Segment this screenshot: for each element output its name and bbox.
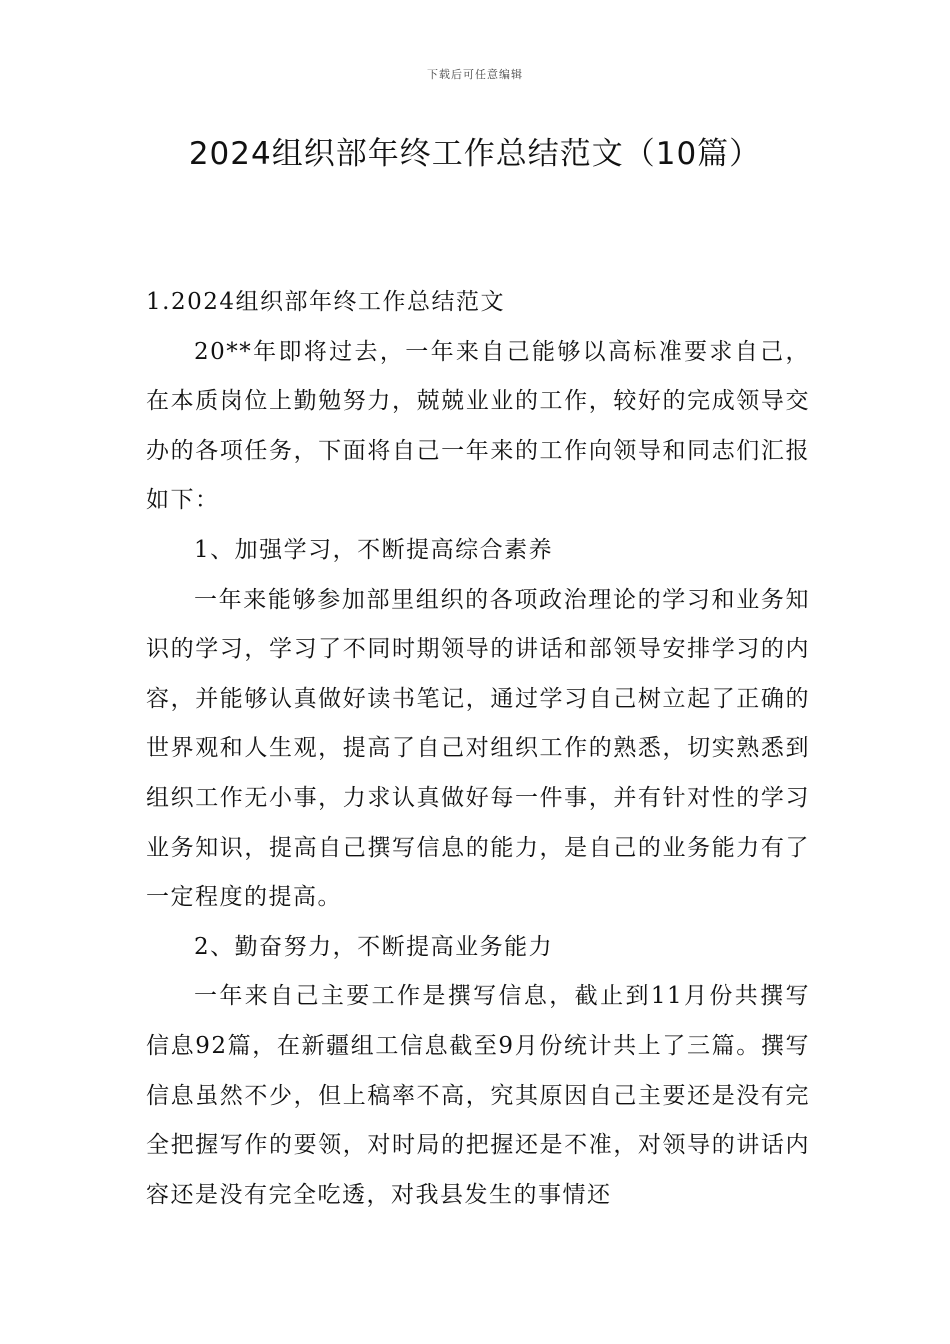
header-note: 下载后可任意编辑	[427, 68, 523, 81]
paragraph-work: 一年来自己主要工作是撰写信息，截止到11月份共撰写信息92篇，在新疆组工信息截至9月份统计共上了三篇。撰写信息虽然不少，但上稿率不高，究其原因自己主要还是没有完全把握写作的要领，对时局的把握还是不准，对领导的讲话内容还是没有完全吃透，对我县发生的事情还	[146, 983, 810, 1208]
subheading-study: 1、加强学习，不断提高综合素养	[194, 536, 554, 563]
section-title: 1.2024组织部年终工作总结范文	[146, 289, 505, 315]
paragraph-intro: 20**年即将过去，一年来自己能够以高标准要求自己，在本质岗位上勤勉努力，兢兢业业的工作，较好的完成领导交办的各项任务，下面将自己一年来的工作向领导和同志们汇报如下：	[146, 338, 810, 514]
subheading-work: 2、勤奋努力，不断提高业务能力	[194, 933, 554, 960]
document-body	[146, 278, 810, 1220]
paragraph-study: 一年来能够参加部里组织的各项政治理论的学习和业务知识的学习，学习了不同时期领导的讲话和部领导安排学习的内容，并能够认真做好读书笔记，通过学习自己树立起了正确的世界观和人生观，提高了自己对组织工作的熟悉，切实熟悉到组织工作无小事，力求认真做好每一件事，并有针对性的学习业务知识，提高自己撰写信息的能力，是自己的业务能力有了一定程度的提高。	[146, 586, 810, 911]
document-title: 2024组织部年终工作总结范文（10篇）	[188, 136, 762, 172]
